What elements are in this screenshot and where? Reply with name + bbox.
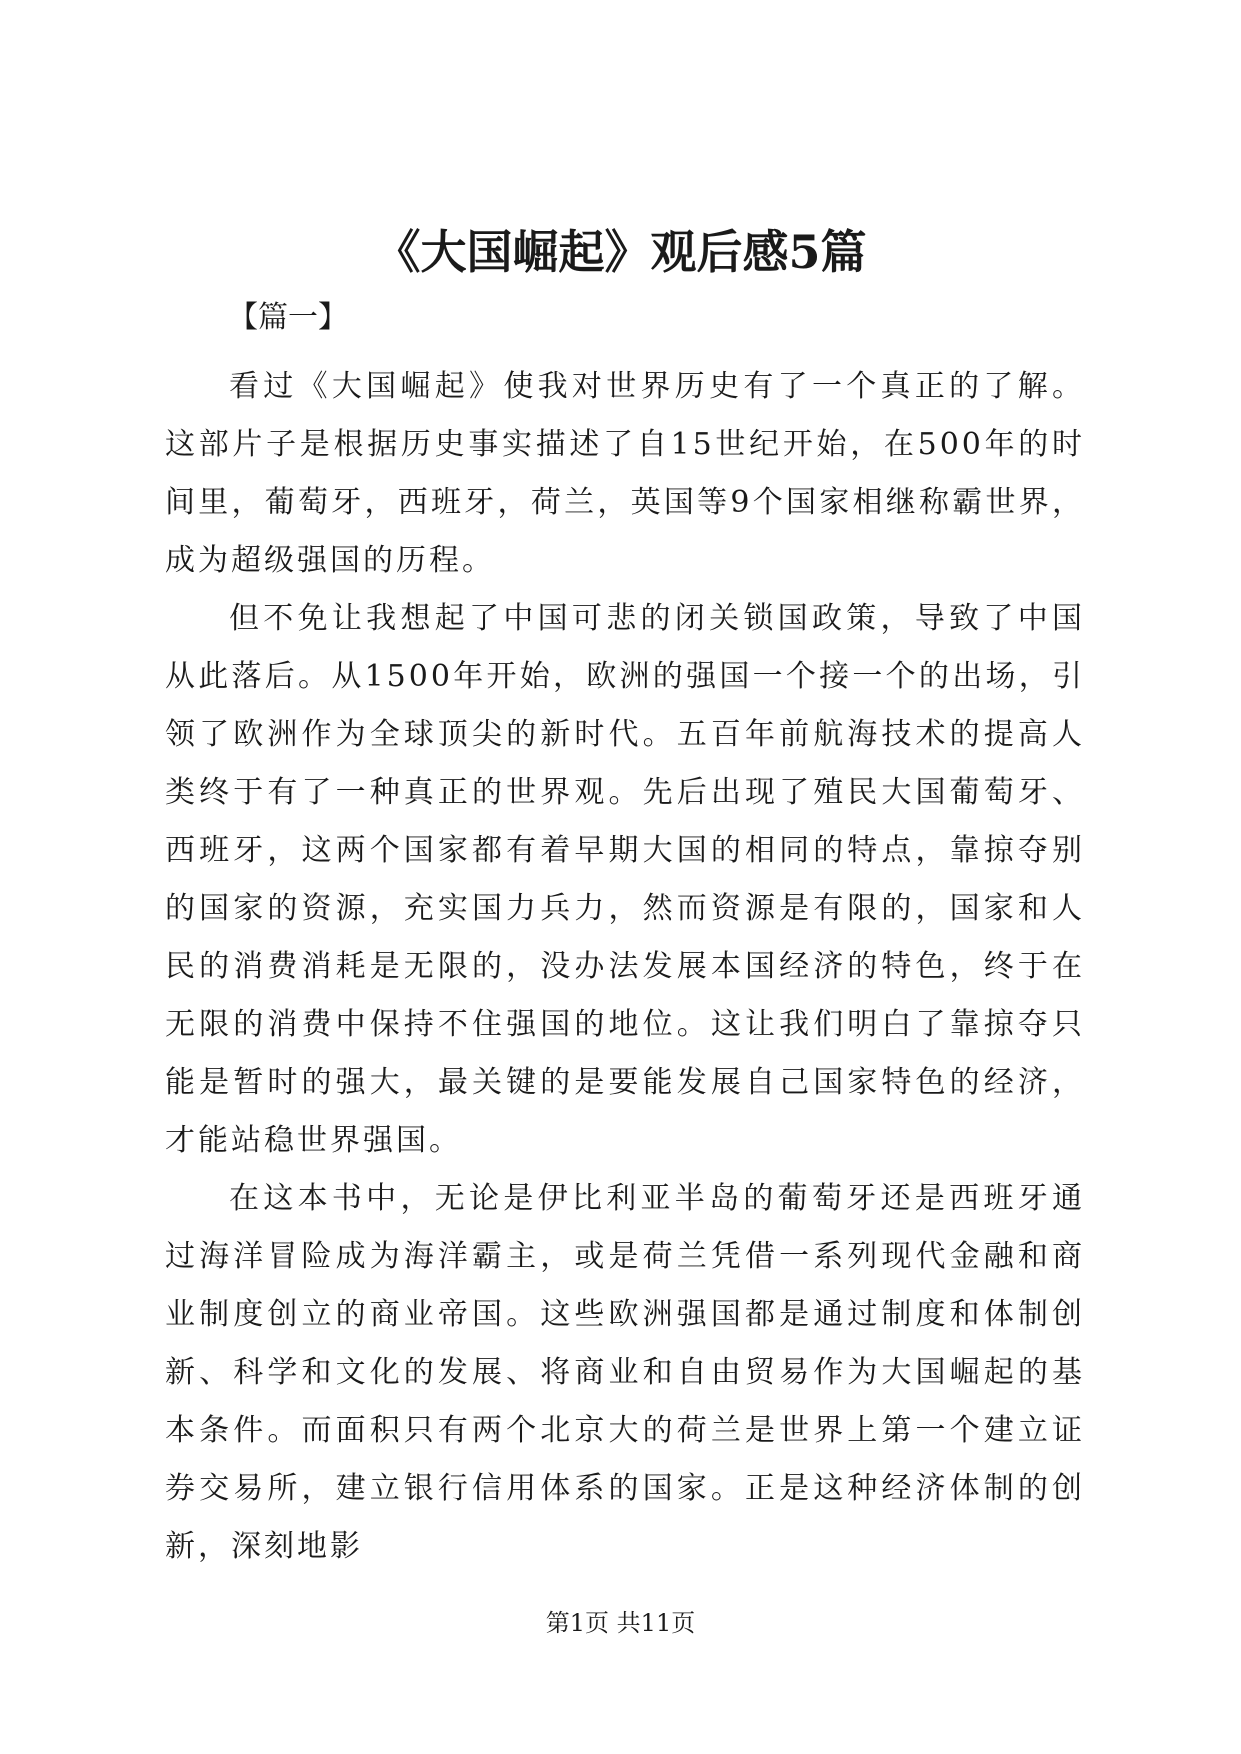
page-footer: 第1页 共11页 bbox=[545, 1609, 696, 1637]
section-heading: 【篇一】 bbox=[228, 300, 348, 335]
paragraph: 在这本书中，无论是伊比利亚半岛的葡萄牙还是西班牙通过海洋冒险成为海洋霸主，或是荷兰凭借一系列现代金融和商业制度创立的商业帝国。这些欧洲强国都是通过制度和体制创新、科学和文化的发展、将商业和自由贸易作为大国崛起的基本条件。而面积只有两个北京大的荷兰是世界上第一个建立证券交易所，建立银行信用体系的国家。正是这种经济体制的创新，深刻地影 bbox=[165, 1181, 1085, 1564]
paragraph: 但不免让我想起了中国可悲的闭关锁国政策，导致了中国从此落后。从1500年开始，欧洲的强国一个接一个的出场，引领了欧洲作为全球顶尖的新时代。五百年前航海技术的提高人类终于有了一种真正的世界观。先后出现了殖民大国葡萄牙、西班牙，这两个国家都有着早期大国的相同的特点，靠掠夺别的国家的资源，充实国力兵力，然而资源是有限的，国家和人民的消费消耗是无限的，没办法发展本国经济的特色，终于在无限的消费中保持不住强国的地位。这让我们明白了靠掠夺只能是暂时的强大，最关键的是要能发展自己国家特色的经济，才能站稳世界强国。 bbox=[165, 601, 1085, 1158]
document-title: 《大国崛起》观后感5篇 bbox=[374, 225, 867, 279]
document-body bbox=[165, 358, 1085, 1576]
paragraph: 看过《大国崛起》使我对世界历史有了一个真正的了解。这部片子是根据历史事实描述了自15世纪开始，在500年的时间里，葡萄牙，西班牙，荷兰，英国等9个国家相继称霸世界，成为超级强国的历程。 bbox=[165, 369, 1085, 578]
